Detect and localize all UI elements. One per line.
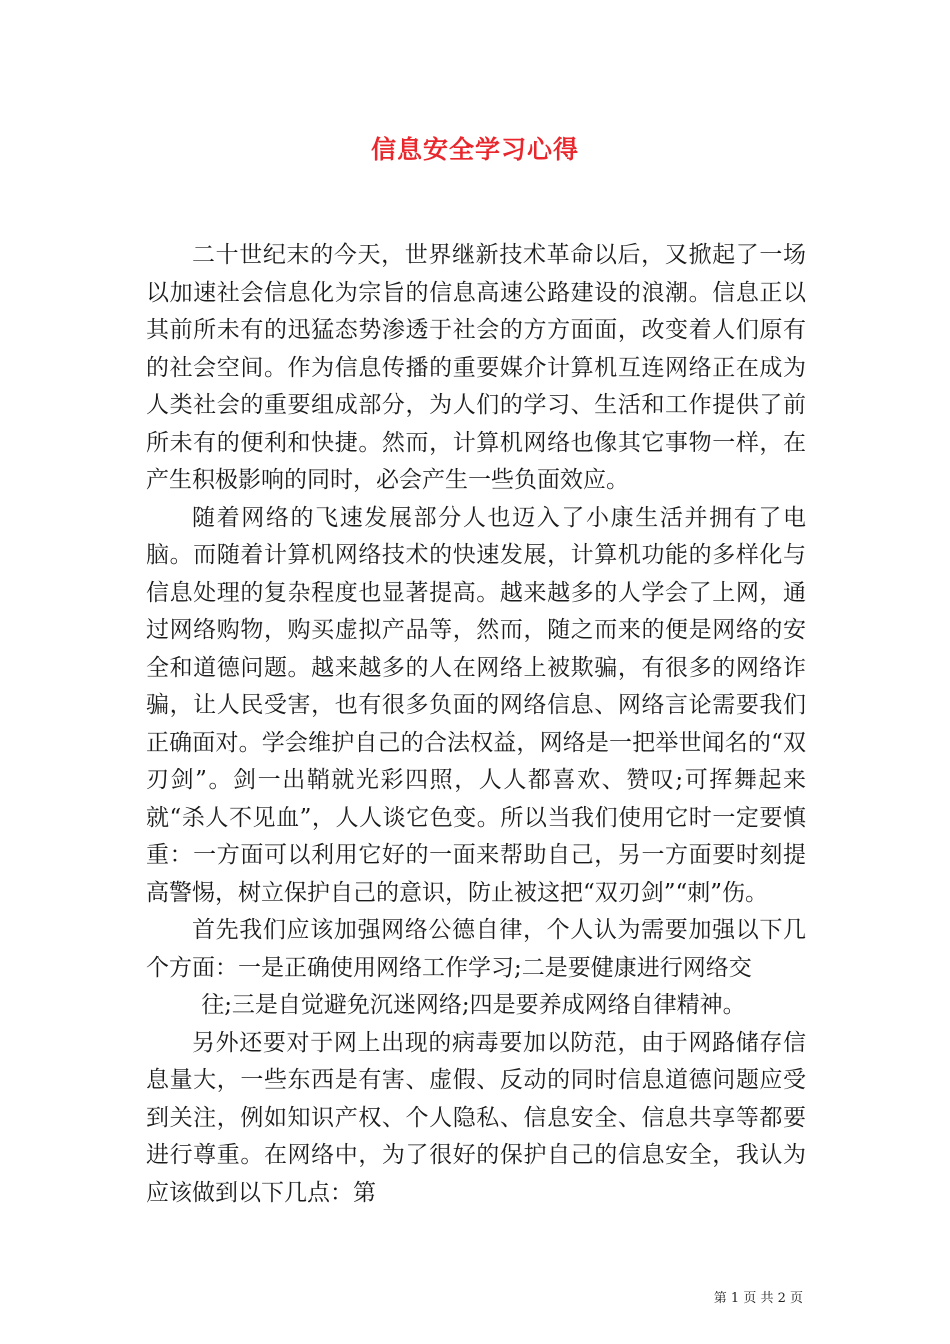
paragraph-3: 首先我们应该加强网络公德自律，个人认为需要加强以下几个方面：一是正确使用网络工作学习;二是要健康进行网络交 [146,917,806,981]
paragraph-2: 随着网络的飞速发展部分人也迈入了小康生活并拥有了电脑。而随着计算机网络技术的快速发展，计算机功能的多样化与信息处理的复杂程度也显著提高。越来越多的人学会了上网，通过网络购物，购买虚拟产品等，然而，随之而来的便是网络的安全和道德问题。越来越多的人在网络上被欺骗，有很多的网络诈骗，让人民受害，也有很多负面的网络信息、网络言论需要我们正确面对。学会维护自己的合法权益，网络是一把举世闻名的“双刃剑”。剑一出鞘就光彩四照，人人都喜欢、赞叹;可挥舞起来就“杀人不见血”，人人谈它色变。所以当我们使用它时一定要慎重：一方面可以利用它好的一面来帮助自己，另一方面要时刻提高警惕，树立保护自己的意识，防止被这把“双刃剑”“刺”伤。 [146,504,806,906]
paragraph-3-continuation: 往;三是自觉避免沉迷网络;四是要养成网络自律精神。 [201,992,746,1018]
paragraph-4: 另外还要对于网上出现的病毒要加以防范，由于网路储存信息量大，一些东西是有害、虚假、反动的同时信息道德问题应受到关注，例如知识产权、个人隐私、信息安全、信息共享等都要进行尊重。在网络中，为了很好的保护自己的信息安全，我认为应该做到以下几点：第 [146,1029,806,1206]
document-title: 信息安全学习心得 [370,135,579,164]
page-indicator: 第 1 页 共 2 页 [713,1291,803,1306]
document-body [146,237,806,1212]
paragraph-1: 二十世纪末的今天，世界继新技术革命以后，又掀起了一场以加速社会信息化为宗旨的信息高速公路建设的浪潮。信息正以其前所未有的迅猛态势渗透于社会的方方面面，改变着人们原有的社会空间。作为信息传播的重要媒介计算机互连网络正在成为人类社会的重要组成部分，为人们的学习、生活和工作提供了前所未有的便利和快捷。然而，计算机网络也像其它事物一样，在产生积极影响的同时，必会产生一些负面效应。 [146,242,806,493]
